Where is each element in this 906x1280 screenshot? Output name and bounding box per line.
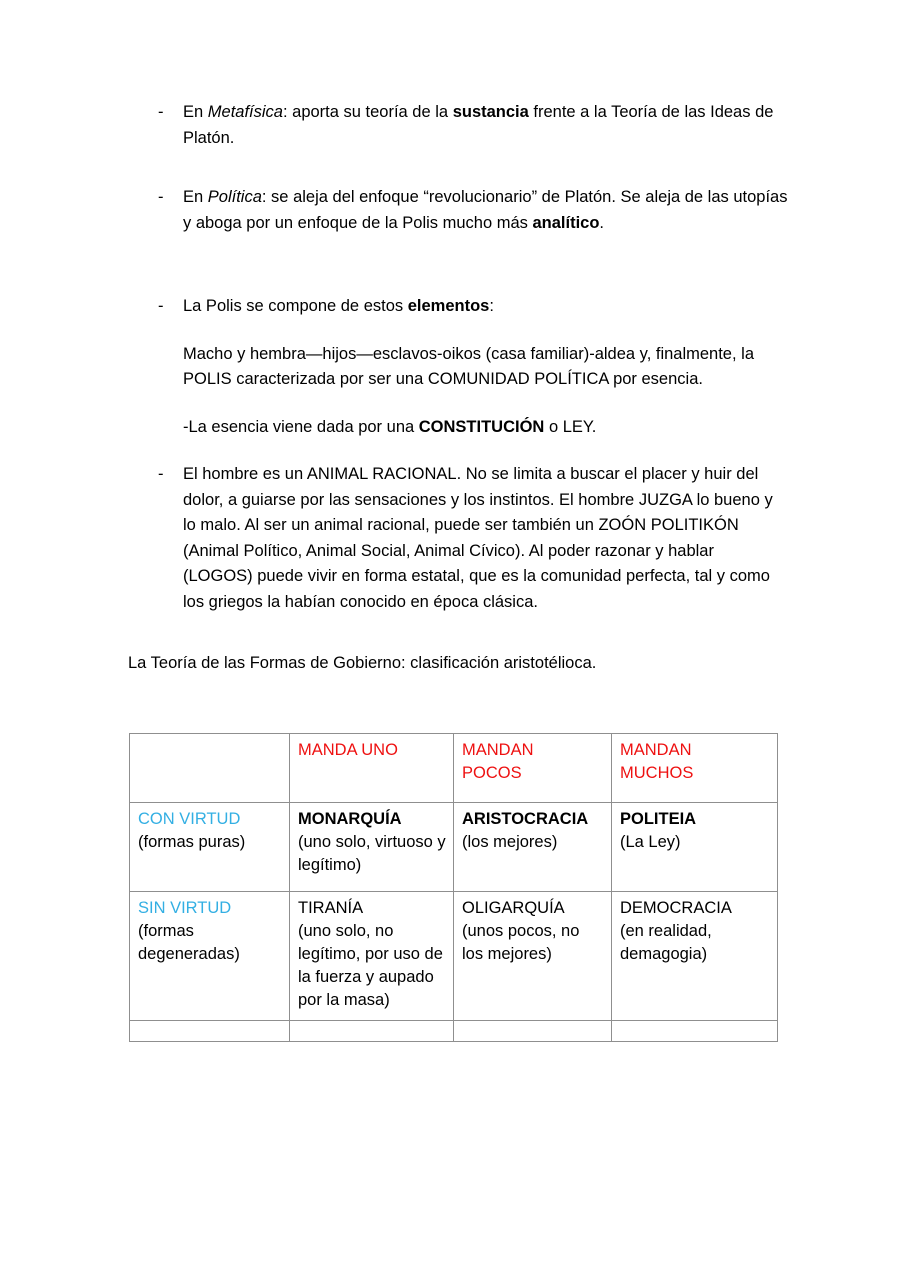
table-row [130,892,778,1021]
cell-aristocracia [454,803,612,892]
cell-sub: (los mejores) [462,833,558,851]
list-item-text: El hombre es un ANIMAL RACIONAL. No se limita a buscar el placer y huir del dolor, a guiarse por las sensaciones y los instintos. El hombre JUZGA lo bueno y lo malo. Al ser un animal racional, puede ser también un ZOÓN POLITIKÓN (Animal Político, Animal Social, Animal Cívico). Al poder razonar y hablar (LOGOS) puede vivir en forma estatal, que es la comunidad perfecta, tal y como los griegos la habían conocido en época clásica. [183,465,773,611]
header-text-line1: MANDAN [620,741,692,759]
esencia-text: -La esencia viene dada por una CONSTITUCIÓN o LEY. [183,417,597,436]
cell-title: DEMOCRACIA [620,899,732,917]
header-cell-mandan-muchos [612,734,778,803]
cell-monarquia [290,803,454,892]
bullet-dash-icon: - [158,297,164,315]
header-text-line2: MUCHOS [620,764,694,782]
list-item-text: En Política: se aleja del enfoque “revolucionario” de Platón. Se aleja de las utopías y aboga por un enfoque de la Polis mucho más analítico. [183,188,788,232]
list-item [128,100,788,151]
cell-title: TIRANÍA [298,899,364,917]
bullet-list [128,100,788,635]
row-label-sub: (formas degeneradas) [138,922,240,963]
polis-elements-paragraph [128,342,788,393]
table-corner-cell [130,734,290,803]
polis-elements-text: Macho y hembra—hijos—esclavos-oikos (casa familiar)-aldea y, finalmente, la POLIS caracterizada por ser una COMUNIDAD POLÍTICA por esencia. [183,344,754,388]
bullet-dash-icon: - [158,188,164,206]
section-heading: La Teoría de las Formas de Gobierno: clasificación aristotélioca. [128,654,597,672]
cell-title: OLIGARQUÍA [462,899,565,917]
cell-tirania [290,892,454,1021]
row-label-sin-virtud [130,892,290,1021]
cell-sub: (La Ley) [620,833,681,851]
empty-cell [454,1021,612,1042]
empty-cell [290,1021,454,1042]
cell-sub: (uno solo, virtuoso y legítimo) [298,833,446,874]
header-cell-manda-uno [290,734,454,803]
bullet-dash-icon: - [158,465,164,483]
cell-sub: (uno solo, no legítimo, por uso de la fuerza y aupado por la masa) [298,922,443,1009]
cell-sub: (en realidad, demagogia) [620,922,712,963]
row-label-title: SIN VIRTUD [138,899,232,917]
forms-of-government-table [129,733,778,1042]
row-label-sub: (formas puras) [138,833,246,851]
list-item-text: La Polis se compone de estos elementos: [183,297,494,315]
cell-title: ARISTOCRACIA [462,810,589,828]
row-label-title: CON VIRTUD [138,810,241,828]
header-cell-mandan-pocos [454,734,612,803]
cell-politeia [612,803,778,892]
header-text: MANDA UNO [298,741,398,759]
cell-democracia [612,892,778,1021]
empty-cell [612,1021,778,1042]
cell-sub: (unos pocos, no los mejores) [462,922,580,963]
table-header-row [130,734,778,803]
table-row-empty [130,1021,778,1042]
cell-title: MONARQUÍA [298,810,402,828]
empty-cell [130,1021,290,1042]
header-text-line2: POCOS [462,764,522,782]
cell-title: POLITEIA [620,810,697,828]
esencia-paragraph [128,415,788,441]
cell-oligarquia [454,892,612,1021]
bullet-dash-icon: - [158,103,164,121]
table-row [130,803,778,892]
list-item-text: En Metafísica: aporta su teoría de la sustancia frente a la Teoría de las Ideas de Platón. [183,103,774,147]
row-label-con-virtud [130,803,290,892]
list-item [128,462,788,615]
header-text-line1: MANDAN [462,741,534,759]
list-item [128,185,788,236]
list-item [128,294,788,320]
